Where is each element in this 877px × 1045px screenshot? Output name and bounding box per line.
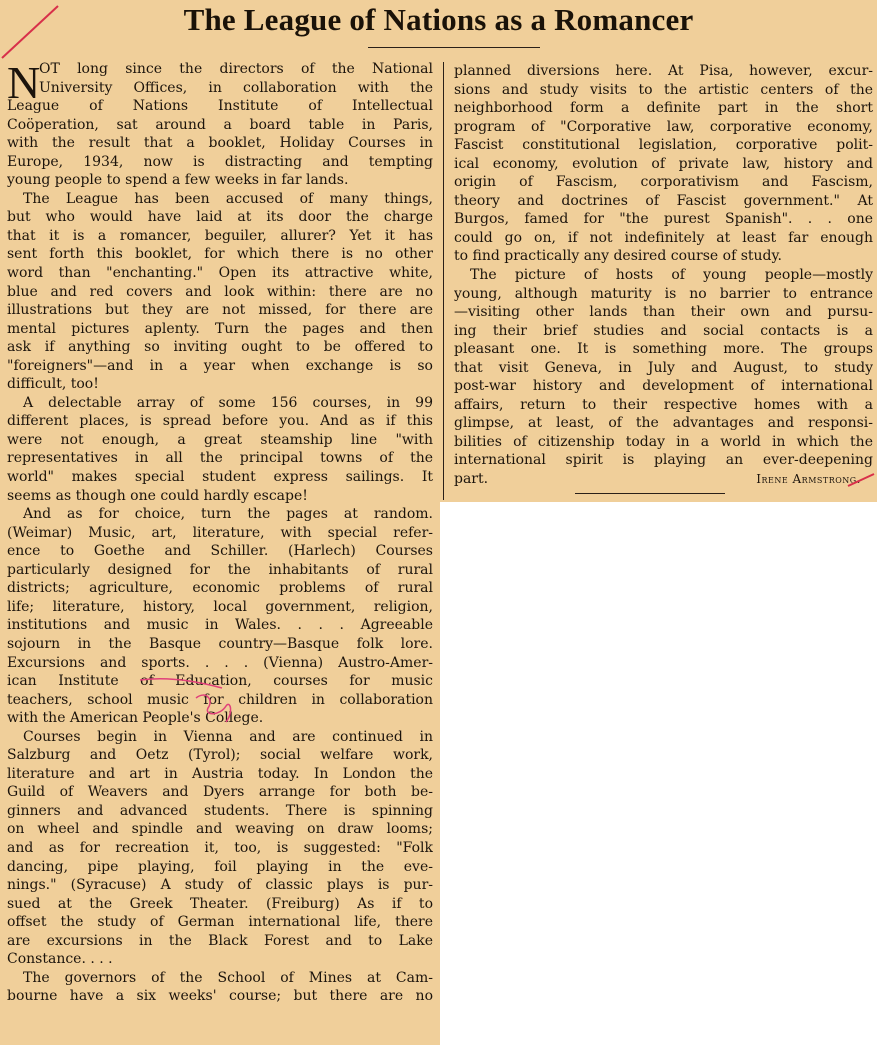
text-line: sent forth this booklet, for which there is no other (7, 246, 433, 263)
text-line: planned diversions here. At Pisa, however, excur- (454, 63, 873, 79)
text-line: to find practically any desired course of study. (454, 248, 782, 265)
article-left-column (7, 57, 433, 1006)
article-headline: The League of Nations as a Romancer (183, 2, 694, 37)
text-line: literature and art in Austria today. In London the (7, 765, 433, 782)
signature-line (454, 470, 873, 489)
text-line: (Weimar) Music, art, literature, with special refer- (7, 524, 433, 541)
text-line: pleasant one. It is something more. The groups (454, 341, 873, 358)
text-line: nings." (Syracuse) A study of classic plays is pur- (7, 877, 433, 894)
text-line: —visiting other lands than their own and pursu- (454, 304, 873, 321)
text-line: The League has been accused of many things, (23, 190, 433, 207)
text-line: "foreigners"—and in a year when exchange is so (7, 357, 433, 374)
text-line: particularly designed for the inhabitants of rural (7, 561, 433, 578)
text-line: origin of Fascism, corporativism and Fascism, (454, 174, 873, 191)
text-line: life; literature, history, local government, religion, (7, 598, 433, 615)
text-line: Courses begin in Vienna and are continued in (23, 728, 433, 745)
text-line: young people to spend a few weeks in far lands. (7, 172, 349, 189)
text-line: post-war history and development of international (454, 378, 873, 395)
text-line: OT long since the directors of the National (39, 61, 433, 77)
text-line: League of Nations Institute of Intellectual (7, 98, 433, 115)
text-line: Salzburg and Oetz (Tyrol); social welfare work, (7, 747, 433, 764)
text-line: mental pictures aplenty. Turn the pages and then (7, 320, 433, 337)
author-signature: Irene Armstrong. (756, 472, 861, 487)
text-line: sojourn in the Basque country—Basque folk lore. (7, 635, 433, 652)
text-line: international spirit is playing an ever-deepening (454, 452, 873, 469)
text-line: glimpse, at least, of the advantages and responsi- (454, 415, 873, 432)
text-line: The governors of the School of Mines at Cam- (23, 969, 433, 986)
text-line: on wheel and spindle and weaving on draw looms; (7, 821, 433, 838)
text-line: The picture of hosts of young people—mostly (470, 267, 873, 284)
text-line: different places, is spread before you. And as if this (7, 413, 433, 430)
text-line: bilities of citizenship today in a world in which the (454, 433, 873, 450)
text-line: A delectable array of some 156 courses, in 99 (23, 394, 433, 411)
text-line: world" makes special student express sailings. It (7, 469, 433, 486)
text-line: seems as though one could hardly escape! (7, 487, 308, 504)
text-line: that it is a romancer, beguiler, allurer? Yet it has (7, 227, 433, 244)
text-line: institutions and music in Wales. . . . Agreeable (7, 617, 433, 634)
text-line: ical economy, evolution of private law, history and (454, 155, 873, 172)
column-divider (443, 62, 444, 500)
text-line: And as for choice, turn the pages at random. (23, 506, 433, 523)
text-line: dancing, pipe playing, foil playing in the eve- (7, 858, 433, 875)
text-line: ask if anything so inviting ought to be offered to (7, 339, 433, 356)
text-line: but who would have laid at its door the charge (7, 209, 433, 226)
text-line: that visit Geneva, in July and August, to study (454, 359, 873, 376)
article-right-column (454, 62, 873, 489)
text-line: blue and red covers and look within: there are no (7, 283, 433, 300)
text-line: were not enough, a great steamship line "with (7, 431, 433, 448)
text-line: with the American People's College. (7, 710, 264, 727)
text-line: ican Institute of Education, courses for music (7, 673, 433, 690)
final-word: part. (454, 471, 489, 488)
text-line: offset the study of German international life, there (7, 914, 433, 931)
text-line: with the result that a booklet, Holiday Courses in (7, 135, 433, 152)
text-line: teachers, school music for children in collaboration (7, 691, 433, 708)
text-line: representatives in all the principal towns of the (7, 450, 433, 467)
text-line: could go on, if not indefinitely at least far enough (454, 229, 873, 246)
text-line: Europe, 1934, now is distracting and tempting (7, 153, 433, 170)
text-line: illustrations but they are not missed, for there are (7, 302, 433, 319)
headline-rule (368, 47, 540, 48)
text-line: neighborhood form a definite part in the short (454, 100, 873, 117)
text-line: Coöperation, sat around a board table in Paris, (7, 116, 433, 133)
text-line: difficult, too! (7, 376, 99, 393)
text-line: ginners and advanced students. There is spinning (7, 802, 433, 819)
text-line: Excursions and sports. . . . (Vienna) Austro-Amer- (7, 654, 433, 671)
text-line: young, although maturity is no barrier to entrance (454, 285, 873, 302)
text-line: Fascist constitutional legislation, corporative polit- (454, 137, 873, 154)
text-line: affairs, return to their respective homes with a (454, 396, 873, 413)
text-line: University Offices, in collaboration with the (39, 79, 433, 96)
end-rule (575, 493, 725, 494)
text-line: Constance. . . . (7, 951, 113, 968)
text-line: word than "enchanting." Open its attractive white, (7, 265, 433, 282)
drop-cap: N (7, 57, 41, 108)
text-line: bourne have a six weeks' course; but there are no (7, 988, 433, 1005)
text-line: theory and doctrines of Fascist government." At (454, 192, 873, 209)
text-line: ing their brief studies and social contacts is a (454, 322, 873, 339)
text-line: districts; agriculture, economic problems of rural (7, 580, 433, 597)
text-line: Guild of Weavers and Dyers arrange for both be- (7, 784, 433, 801)
text-line: program of "Corporative law, corporative economy, (454, 118, 873, 135)
text-line: sions and study visits to the artistic centers of the (454, 81, 873, 98)
text-line: and as for recreation it, too, is suggested: "Folk (7, 839, 433, 856)
text-line: are excursions in the Black Forest and to Lake (7, 932, 433, 949)
text-line: Burgos, famed for "the purest Spanish". . . one (454, 211, 873, 228)
text-line: ence to Goethe and Schiller. (Harlech) Courses (7, 543, 433, 560)
text-line: sued at the Greek Theater. (Freiburg) As if to (7, 895, 433, 912)
